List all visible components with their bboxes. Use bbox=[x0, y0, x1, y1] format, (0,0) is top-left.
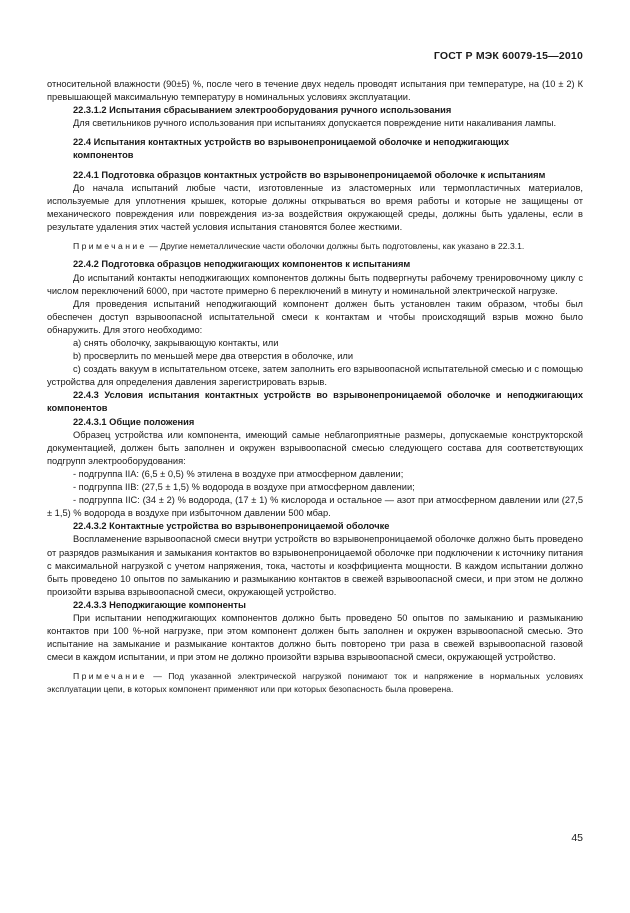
section-heading-22-4-1: 22.4.1 Подготовка образцов контактных устройств во взрывонепроницаемой оболочке к испытаниям bbox=[73, 169, 546, 180]
paragraph: относительной влажности (90±5) %, после чего в течение двух недель проводят испытания при температуре, на (10 ± 2) К превышающей максимальную температуру в номинальных условиях эксплуатации. bbox=[47, 79, 583, 103]
note bbox=[47, 240, 583, 252]
paragraph: Образец устройства или компонента, имеющий самые неблагоприятные размеры, допускаемые конструкторской документацией, должен быть заполнен и окружен взрывоопасной смесью следующего состава для соответствующих подгрупп электрооборудования: bbox=[47, 429, 583, 466]
section-heading-22-4-3: 22.4.3 Условия испытания контактных устройств во взрывонепроницаемой оболочке и неподжигающих компонентов bbox=[47, 390, 583, 414]
page-number: 45 bbox=[571, 832, 583, 844]
note bbox=[47, 670, 583, 695]
section-heading-22-4-3-2: 22.4.3.2 Контактные устройства во взрывонепроницаемой оболочке bbox=[73, 521, 390, 532]
document-id-header: ГОСТ Р МЭК 60079-15—2010 bbox=[433, 50, 583, 62]
document-body bbox=[47, 78, 583, 695]
section-heading-22-4-3-3: 22.4.3.3 Неподжигающие компоненты bbox=[73, 599, 246, 610]
paragraph: Воспламенение взрывоопасной смеси внутри устройств во взрывонепроницаемой оболочке должно быть проведено от разрядов размыкания и замыкания контактов во взрывонепроницаемой оболочке при подключении к источнику питания с максимальной нагрузкой с учетом напряжения, тока, частоты и коэффициента мощности. В каждом испытании должно быть проведено 10 опытов по замыканию и размыканию контактов в свежей взрывоопасной смеси, и при этом не должно произойти взрыва взрывоопасной смеси, окружающей устройство. bbox=[47, 534, 583, 597]
paragraph: Для проведения испытаний неподжигающий компонент должен быть установлен таким образом, чтобы был обеспечен доступ взрывоопасной испытательной смеси к контактам и чтобы происходящий взрыв можно было обнаружить. Для этого необходимо: bbox=[47, 298, 583, 335]
list-item: b) просверлить по меньшей мере два отверстия в оболочке, или bbox=[73, 351, 354, 362]
paragraph: До испытаний контакты неподжигающих компонентов должны быть подвергнуты рабочему тренировочному циклу с числом переключений 6000, при частоте примерно 6 переключений в минуту и номинальной электрической нагрузке. bbox=[47, 272, 583, 296]
list-item: - подгруппа IIB: (27,5 ± 1,5) % водорода в воздухе при атмосферном давлении; bbox=[73, 482, 415, 493]
note-label: Примечание bbox=[73, 241, 147, 252]
list-item: c) создать вакуум в испытательном отсеке, затем заполнить его взрывоопасной испытательной смесью и с помощью устройства для определения давления зарегистрировать взрыв. bbox=[47, 364, 583, 388]
section-heading-22-3-1-2: 22.3.1.2 Испытания сбрасыванием электрооборудования ручного использования bbox=[73, 105, 452, 116]
paragraph: При испытании неподжигающих компонентов должно быть проведено 50 опытов по замыканию и размыканию контактов при 100 %-ной нагрузке, при этом компонент должен быть заполнен и окружен взрывоопасной смесью. Это испытание на замыкание и размыкание контактов должно быть повторено три раза в свежей взрывоопасной газовой смеси в каждом испытании, и при этом не должно произойти взрыва взрывоопасной смеси, окружающей устройство. bbox=[47, 612, 583, 663]
list-item: - подгруппа IIA: (6,5 ± 0,5) % этилена в воздухе при атмосферном давлении; bbox=[73, 468, 404, 479]
list-item: - подгруппа IIC: (34 ± 2) % водорода, (17 ± 1) % кислорода и остальное — азот при атмосферном давлении или (27,5 ± 1,5) % водорода в воздухе при избыточном давлении 500 мбар. bbox=[47, 495, 583, 519]
note-label: Примечание bbox=[73, 671, 147, 682]
paragraph: Для светильников ручного использования при испытаниях допускается повреждение нити накаливания лампы. bbox=[73, 118, 557, 129]
list-item: a) снять оболочку, закрывающую контакты, или bbox=[73, 338, 279, 348]
note-text: — Другие неметаллические части оболочки должны быть подготовлены, как указано в 22.3.1. bbox=[146, 241, 525, 252]
section-heading-22-4-2: 22.4.2 Подготовка образцов неподжигающих компонентов к испытаниям bbox=[73, 259, 411, 270]
section-heading-22-4-3-1: 22.4.3.1 Общие положения bbox=[73, 416, 195, 427]
paragraph: До начала испытаний любые части, изготовленные из эластомерных или термопластичных материалов, используемые для уплотнения крышек, которые должны открываться во время работы и которые не защищены от механического повреждения или повреждения из-за воздействия окружающей среды, должны быть удалены, если в результате удаления этих частей условия испытания становятся более жесткими. bbox=[47, 182, 583, 232]
section-heading-22-4-continued: компонентов bbox=[73, 150, 134, 161]
section-heading-22-4: 22.4 Испытания контактных устройств во взрывонепроницаемой оболочке и неподжигающих bbox=[73, 137, 509, 148]
note-text: — Под указанной электрической нагрузкой понимают ток и напряжение в нормальных условиях эксплуатации цепи, в которых компонент применяют или при которых безопасность была проверена. bbox=[47, 671, 583, 694]
